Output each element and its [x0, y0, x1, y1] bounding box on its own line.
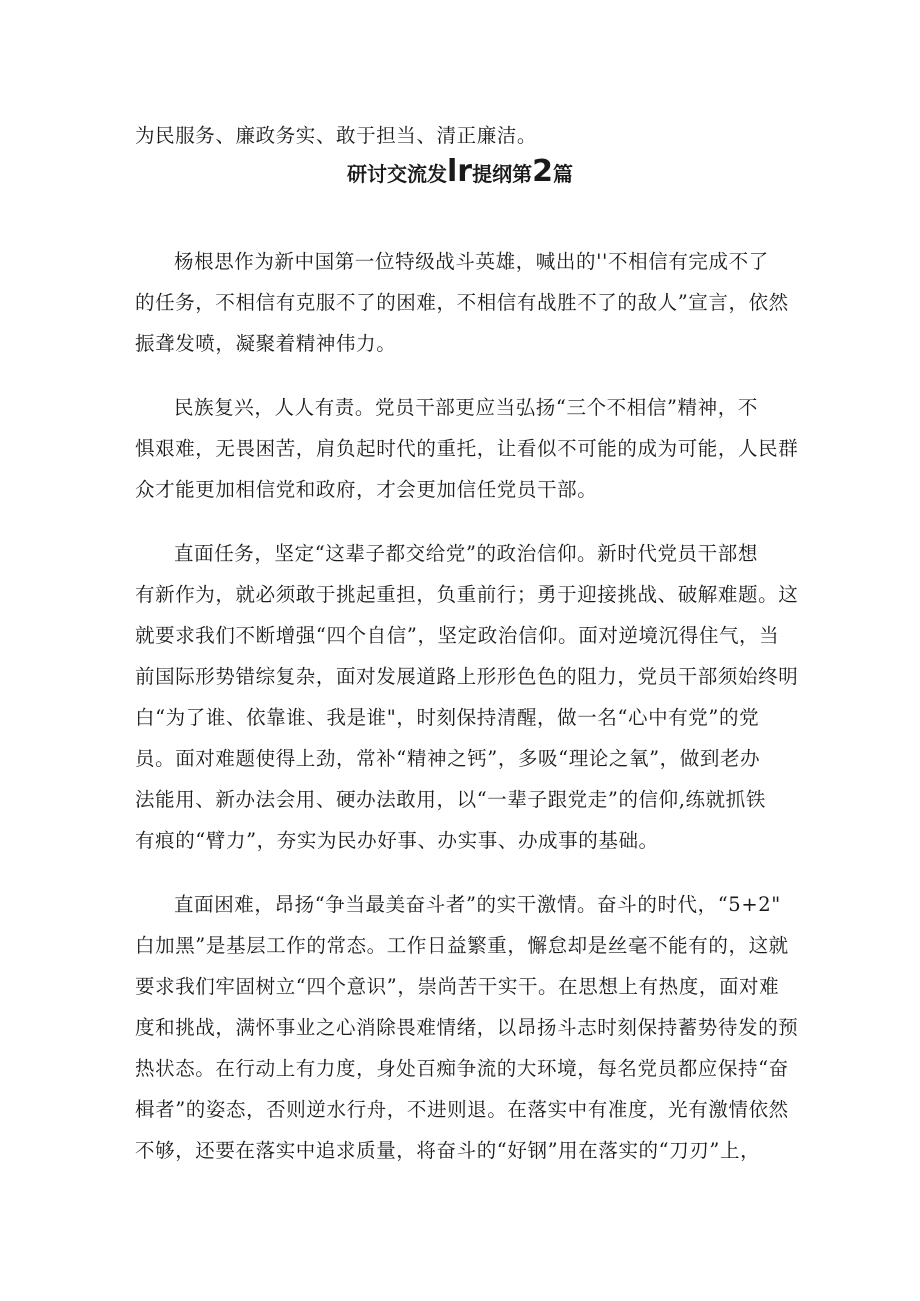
- paragraph-4-line-1: 直面困难，昂扬“争当最美奋斗者”的实干激情。奋斗的时代，“5+2": [174, 893, 781, 916]
- paragraph-4-line-3: 要求我们牢固树立“四个意识”，崇尚苦干实干。在思想上有热度，面对难: [135, 975, 780, 998]
- paragraph-2-line-1: 民族复兴，人人有责。党员干部更应当弘扬“三个不相信”精神，不: [174, 396, 758, 419]
- paragraph-3-line-7: 法能用、新办法会用、硬办法敢用，以“一辈子跟党走”的信仰,练就抓铁: [135, 788, 766, 811]
- paragraph-4-line-5: 热状态。在行动上有力度，身处百痴争流的大环境，每名党员都应保持“奋: [135, 1057, 789, 1080]
- paragraph-3-line-8: 有痕的“臂力”，夯实为民办好事、办实事、办成事的基础。: [135, 829, 659, 852]
- paragraph-4-line-4: 度和挑战，满怀事业之心消除畏难情绪，以昂扬斗志时刻保持蓄势待发的预: [135, 1016, 799, 1039]
- paragraph-3-line-4: 前国际形势错综复杂，面对发展道路上形形色色的阻力，党员干部须始终明: [135, 665, 799, 688]
- paragraph-3-line-6: 员。面对难题使得上劲，常补“精神之钙”，多吸“理论之氧”，做到老办: [135, 747, 761, 770]
- paragraph-3-line-2: 有新作为，就必须敢于挑起重担，负重前行；勇于迎接挑战、破解难题。这: [135, 583, 799, 606]
- paragraph-2-line-3: 众才能更加相信党和政府，才会更加信任党员干部。: [135, 478, 598, 501]
- paragraph-3-line-5: 白“为了谁、依靠谁、我是谁"，时刻保持清醒，做一名“心中有党”的党: [135, 706, 760, 729]
- title-part-1: 研讨交流发: [347, 162, 448, 186]
- paragraph-4-line-7: 不够，还要在落实中追求质量，将奋斗的“好钢”用在落实的“刀刃”上，: [135, 1139, 761, 1162]
- title-part-5: 篇: [552, 162, 573, 186]
- section-title: [0, 155, 920, 191]
- title-part-2: lr: [447, 154, 473, 189]
- paragraph-2-line-2: 惧艰难，无畏困苦，肩负起时代的重托，让看似不可能的成为可能，人民群: [135, 437, 799, 460]
- paragraph-1-line-2: 的任务，不相信有克服不了的困难，不相信有战胜不了的敌人”宣言，依然: [135, 291, 789, 314]
- paragraph-3-line-1: 直面任务，坚定“这辈子都交给党”的政治信仰。新时代党员干部想: [174, 542, 758, 565]
- paragraph-1-line-1: 杨根思作为新中国第一位特级战斗英雄，喊出的''不相信有完成不了: [174, 250, 769, 273]
- top-line: 为民服务、廉政务实、敢于担当、清正廉洁。: [135, 124, 538, 147]
- paragraph-1-line-3: 振聋发喷，凝聚着精神伟力。: [135, 332, 397, 355]
- paragraph-3-line-3: 就要求我们不断增强“四个自信”，坚定政治信仰。面对逆境沉得住气，当: [135, 624, 780, 647]
- paragraph-4-line-2: 白加黑”是基层工作的常态。工作日益繁重，懈怠却是丝毫不能有的，这就: [135, 934, 789, 957]
- paragraph-4-line-6: 楫者”的姿态，否则逆水行舟，不进则退。在落实中有准度，光有激情依然: [135, 1098, 789, 1121]
- title-part-4: 2: [532, 154, 553, 189]
- title-part-3: 提纲第: [472, 162, 533, 186]
